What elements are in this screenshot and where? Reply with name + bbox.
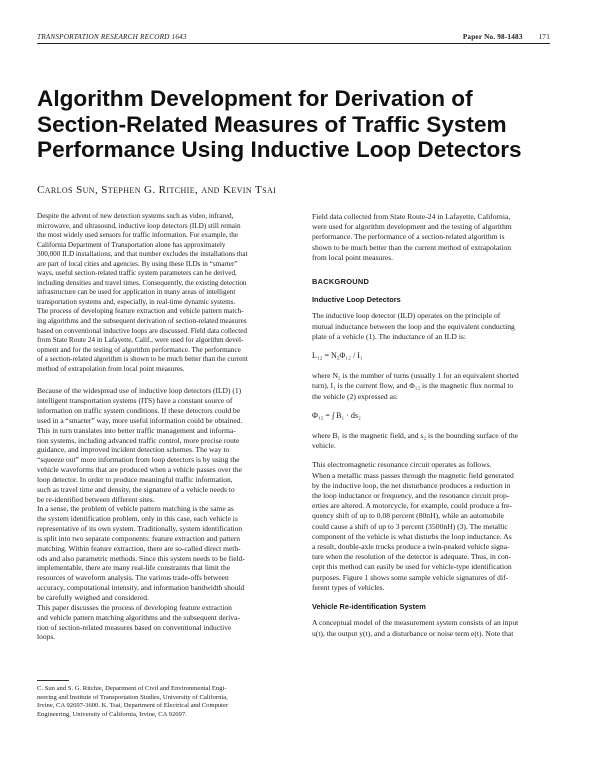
reid-paragraph (312, 618, 552, 638)
equation-1-where (312, 371, 552, 402)
text-line: transportation systems and, especially, in real-time dynamic systems. (37, 297, 236, 306)
paper-number: Paper No. 98-1483 (462, 33, 523, 41)
text-line: Field data collected from State Route-24 in Lafayette, California, (312, 212, 511, 221)
header-rule (37, 43, 550, 44)
text-line: plate of a vehicle (1). The inductance of an ILD is: (312, 331, 466, 341)
text-line: accuracy, computational intensity, and information bandwidth should (37, 583, 245, 593)
text-line: Despite the advent of new detection systems such as video, infrared, (37, 212, 234, 220)
equation-2: Φ₁₂ = ∫ B₁ · ds₂ (312, 410, 361, 420)
equation-2-where (312, 431, 552, 451)
intro-paragraph (312, 212, 552, 263)
text-line: implementable, there are many real-life constraints that limit the (37, 563, 231, 573)
text-line: be re-identified between different sites. (37, 494, 155, 504)
text-line: turn), I₁ is the current flow, and Φ₁₂ is the magnetic flux normal to (312, 381, 514, 391)
text-line: of a section-related algorithm is shown to be much better than the current (37, 355, 248, 364)
text-line: quency shift of up to 0.08 percent (80nH), while an automobile (312, 511, 504, 521)
text-line: erties are altered. A motorcycle, for example, could produce a fre- (312, 501, 513, 511)
text-line: This paper discusses the process of developing feature extraction (37, 602, 232, 612)
text-line: The process of developing feature extraction and vehicle pattern match- (37, 307, 244, 316)
text-line: ing algorithms and the subsequent derivation of section-related measures (37, 317, 247, 326)
text-line: When a metallic mass passes through the magnetic field generated (312, 470, 514, 480)
text-line: where B₁ is the magnetic field, and s₂ is the bounding surface of the (312, 431, 519, 441)
text-line: guidance, and improved incident detection schemes. The way to (37, 445, 230, 455)
text-line: component of the vehicle is what disturbs the loop inductance. As (312, 531, 512, 541)
text-line: the vehicle (2) expressed as: (312, 391, 399, 401)
subsection-heading-ild: Inductive Loop Detectors (312, 295, 401, 305)
footnote-rule (37, 680, 69, 681)
text-line: loops. (37, 632, 56, 642)
text-line: A conceptual model of the measurement system consists of an input (312, 618, 519, 628)
text-line: is split into two separate components: feature extraction and pattern (37, 533, 241, 543)
text-line: were used for algorithm development and the testing of algorithm (312, 222, 512, 232)
text-line: where N₂ is the number of turns (usually 1 for an equivalent shorted (312, 371, 519, 381)
text-line: such as travel time and density, the signature of a vehicle needs to (37, 484, 235, 494)
text-line: resources of waveform analysis. The various trade-offs between (37, 573, 229, 583)
page-number: 171 (538, 33, 550, 41)
title-line: Section-Related Measures of Traffic System (37, 111, 507, 137)
text-line: from local point measures. (312, 252, 393, 262)
right-column (312, 212, 552, 639)
text-line: tion systems, including advanced traffic control, more precise route (37, 435, 240, 445)
text-line: infrastructure can be used for application in many areas of intelligent (37, 288, 236, 297)
text-line: opment and for the testing of algorithm performance. The performance (37, 345, 241, 354)
text-line: Irvine, CA 92697-3600. K. Tsai, Department of Electrical and Computer (37, 702, 229, 710)
text-line: Because of the widespread use of inductive loop detectors (ILD) (1) (37, 386, 242, 396)
equation-1: L₁₂ = N₂Φ₁₂ / I₁ (312, 351, 363, 361)
text-line: u(t), the output y(t), and a disturbance or noise term e(t). Note that (312, 628, 514, 638)
ild-paragraph (312, 311, 552, 342)
text-line: Engineering, University of California, Irvine, CA 92697. (37, 710, 187, 718)
text-line: neering and Institute of Transportation Studies, University of California, (37, 693, 228, 701)
text-line: “squeeze out” more information from loop detectors is by using the (37, 455, 240, 465)
text-line: performance. The performance of a section-related algorithm is (312, 232, 505, 242)
paper-title (37, 86, 557, 163)
text-line: are part of local cities and agencies. By using these ILDs in “smarter” (37, 259, 238, 268)
text-line: used in a “smarter” way, more useful information could be obtained. (37, 415, 243, 425)
text-line: This electromagnetic resonance circuit operates as follows. (312, 460, 492, 470)
journal-header: TRANSPORTATION RESEARCH RECORD 1643 (37, 33, 187, 41)
title-line: Algorithm Development for Derivation of (37, 86, 473, 111)
text-line: ods and also parametric methods. Since this system needs to be field- (37, 553, 245, 563)
text-line: vehicle. (312, 441, 336, 451)
text-line: method of extrapolation from local point measures. (37, 364, 185, 373)
text-line: loop detector. In order to produce meaningful traffic information, (37, 474, 233, 484)
introduction (37, 386, 277, 642)
text-line: vehicle waveforms that are produced when a vehicle passes over the (37, 465, 242, 475)
text-line: a result, double-axle trucks produce a twin-peaked vehicle signa- (312, 542, 510, 552)
text-line: intelligent transportation systems (ITS) have a constant source of (37, 396, 233, 406)
text-line: and vehicle pattern matching algorithms and the subsequent deriva- (37, 612, 240, 622)
text-line: tion of section-related measures based on conventional inductive (37, 622, 232, 632)
section-heading-background: BACKGROUND (312, 277, 370, 287)
authors: Carlos Sun, Stephen G. Ritchie, and Kevin Tsai (37, 184, 277, 196)
title-line: Performance Using Inductive Loop Detectors (37, 137, 522, 162)
author-footnote (37, 685, 277, 719)
text-line: the system identification problem, only in this case, each vehicle is (37, 514, 238, 524)
text-line: ture when the resolution of the detector is adequate. Thus, in con- (312, 552, 512, 562)
text-line: be carefully weighed and considered. (37, 593, 149, 603)
text-line: 300,000 ILD installations, and that number excludes the installations that (37, 250, 248, 259)
text-line: including densities and travel times. Consequently, the existing detection (37, 278, 247, 287)
text-line: purposes. Figure 1 shows some sample vehicle signatures of dif- (312, 572, 509, 582)
text-line: matching. Within feature extraction, there are so-called direct meth- (37, 543, 241, 553)
electromagnetic-paragraph (312, 460, 552, 593)
text-line: ferent types of vehicles. (312, 582, 385, 592)
text-line: California Department of Transportation alone has approximately (37, 240, 226, 249)
text-line: based on conventional inductive loops are discussed. Field data collected (37, 326, 247, 335)
text-line: shown to be much better than the current method of extrapolation (312, 242, 512, 252)
text-line: This in turn translates into better traffic management and informa- (37, 425, 236, 435)
subsection-heading-reid: Vehicle Re-identification System (312, 602, 426, 612)
text-line: microwave, and ultrasound, inductive loop detectors (ILD) still remain (37, 221, 241, 230)
text-line: mutual inductance between the loop and the equivalent conducting (312, 321, 515, 331)
left-column (37, 212, 277, 642)
text-line: could cause a shift of up to 3 percent (3500nH) (3). The metallic (312, 521, 508, 531)
abstract (37, 212, 277, 374)
text-line: representative of its own system. Traditionally, system identification (37, 524, 243, 534)
text-line: cept this method can easily be used for vehicle-type identification (312, 562, 512, 572)
text-line: the loop inductance or frequency, and the resonance circuit prop- (312, 491, 510, 501)
text-line: C. Sun and S. G. Ritchie, Department of Civil and Environmental Engi- (37, 685, 227, 692)
text-line: by the inductive loop, the net disturbance produces a reduction in (312, 480, 511, 490)
text-line: The inductive loop detector (ILD) operates on the principle of (312, 311, 501, 321)
text-line: information on traffic system conditions. If these detectors could be (37, 405, 241, 415)
text-line: ways, useful section-related traffic system parameters can be derived, (37, 269, 237, 278)
text-line: In a sense, the problem of vehicle pattern matching is the same as (37, 504, 234, 514)
text-line: the most widely used sensors for traffic information. For example, the (37, 231, 239, 240)
page-header (463, 33, 550, 41)
text-line: from State Route 24 in Lafayette, Calif., were used for algorithm devel- (37, 336, 244, 345)
